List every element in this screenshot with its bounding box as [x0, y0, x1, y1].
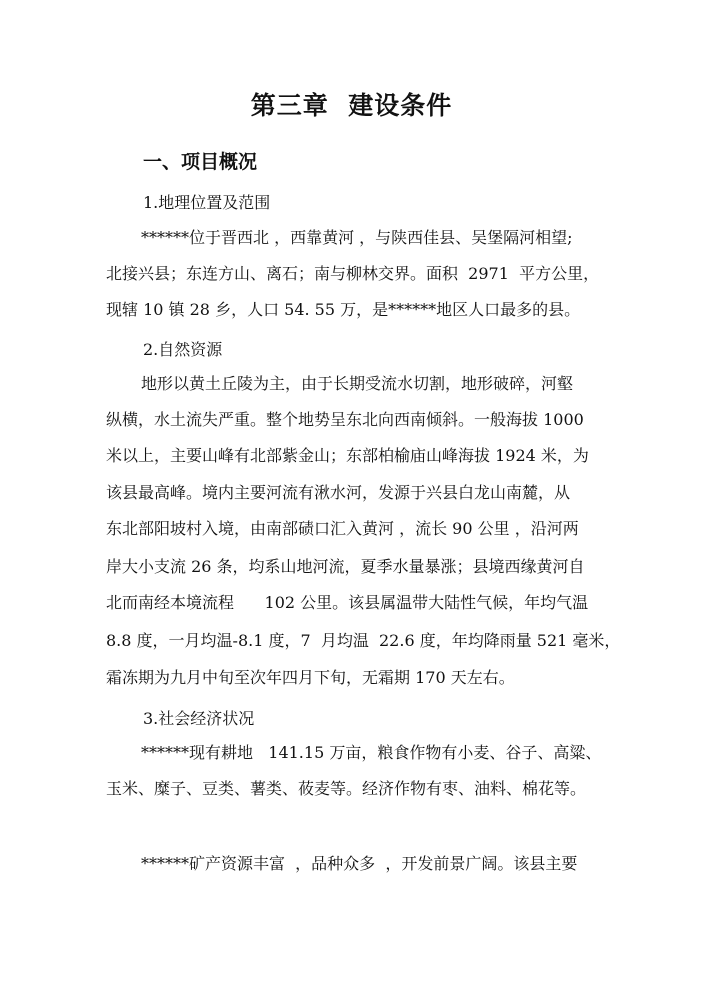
paragraph-line: 北接兴县；东连方山、离石；南与柳林交界。面积 2971 平方公里， — [106, 264, 600, 283]
paragraph-line: 霜冻期为九月中旬至次年四月下旬，无霜期 170 天左右。 — [106, 668, 515, 687]
paragraph-line: ******矿产资源丰富 ，品种众多 ，开发前景广阔。该县主要 — [141, 854, 578, 873]
paragraph-line: 纵横，水土流失严重。整个地势呈东北向西南倾斜。一般海拔 1000 — [106, 410, 584, 429]
paragraph-line: ******位于晋西北 ，西靠黄河 ，与陕西佳县、吴堡隔河相望; — [141, 228, 573, 247]
section-heading: 一、项目概况 — [143, 151, 258, 173]
paragraph-line: 地形以黄土丘陵为主，由于长期受流水切割，地形破碎，河壑 — [141, 374, 574, 393]
paragraph-line: 玉米、糜子、豆类、薯类、莜麦等。经济作物有枣、油料、棉花等。 — [106, 779, 587, 798]
subsection-heading-geography: 1.地理位置及范围 — [143, 193, 271, 212]
paragraph-line: 米以上，主要山峰有北部紫金山；东部柏榆庙山峰海拔 1924 米，为 — [106, 446, 589, 465]
paragraph-line: 岸大小支流 26 条，均系山地河流，夏季水量暴涨；县境西缘黄河自 — [106, 557, 585, 576]
subsection-heading-natural-resources: 2.自然资源 — [143, 340, 223, 359]
chapter-title: 第三章 建设条件 — [250, 91, 453, 120]
paragraph-line: 现辖 10 镇 28 乡，人口 54. 55 万，是******地区人口最多的县。 — [106, 300, 581, 319]
paragraph-line: 东北部阳坡村入境，由南部碛口汇入黄河 ，流长 90 公里 ，沿河两 — [106, 519, 579, 538]
paragraph-line: 8.8 度，一月均温-8.1 度，7 月均温 22.6 度，年均降雨量 521 毫米， — [106, 631, 621, 650]
paragraph-line: 北而南经本境流程 102 公里。该县属温带大陆性气候，年均气温 — [106, 593, 589, 612]
paragraph-line: ******现有耕地 141.15 万亩，粮食作物有小麦、谷子、高粱、 — [141, 743, 602, 762]
paragraph-line: 该县最高峰。境内主要河流有湫水河，发源于兴县白龙山南麓，从 — [106, 483, 571, 502]
subsection-heading-socioeconomic: 3.社会经济状况 — [143, 709, 255, 728]
